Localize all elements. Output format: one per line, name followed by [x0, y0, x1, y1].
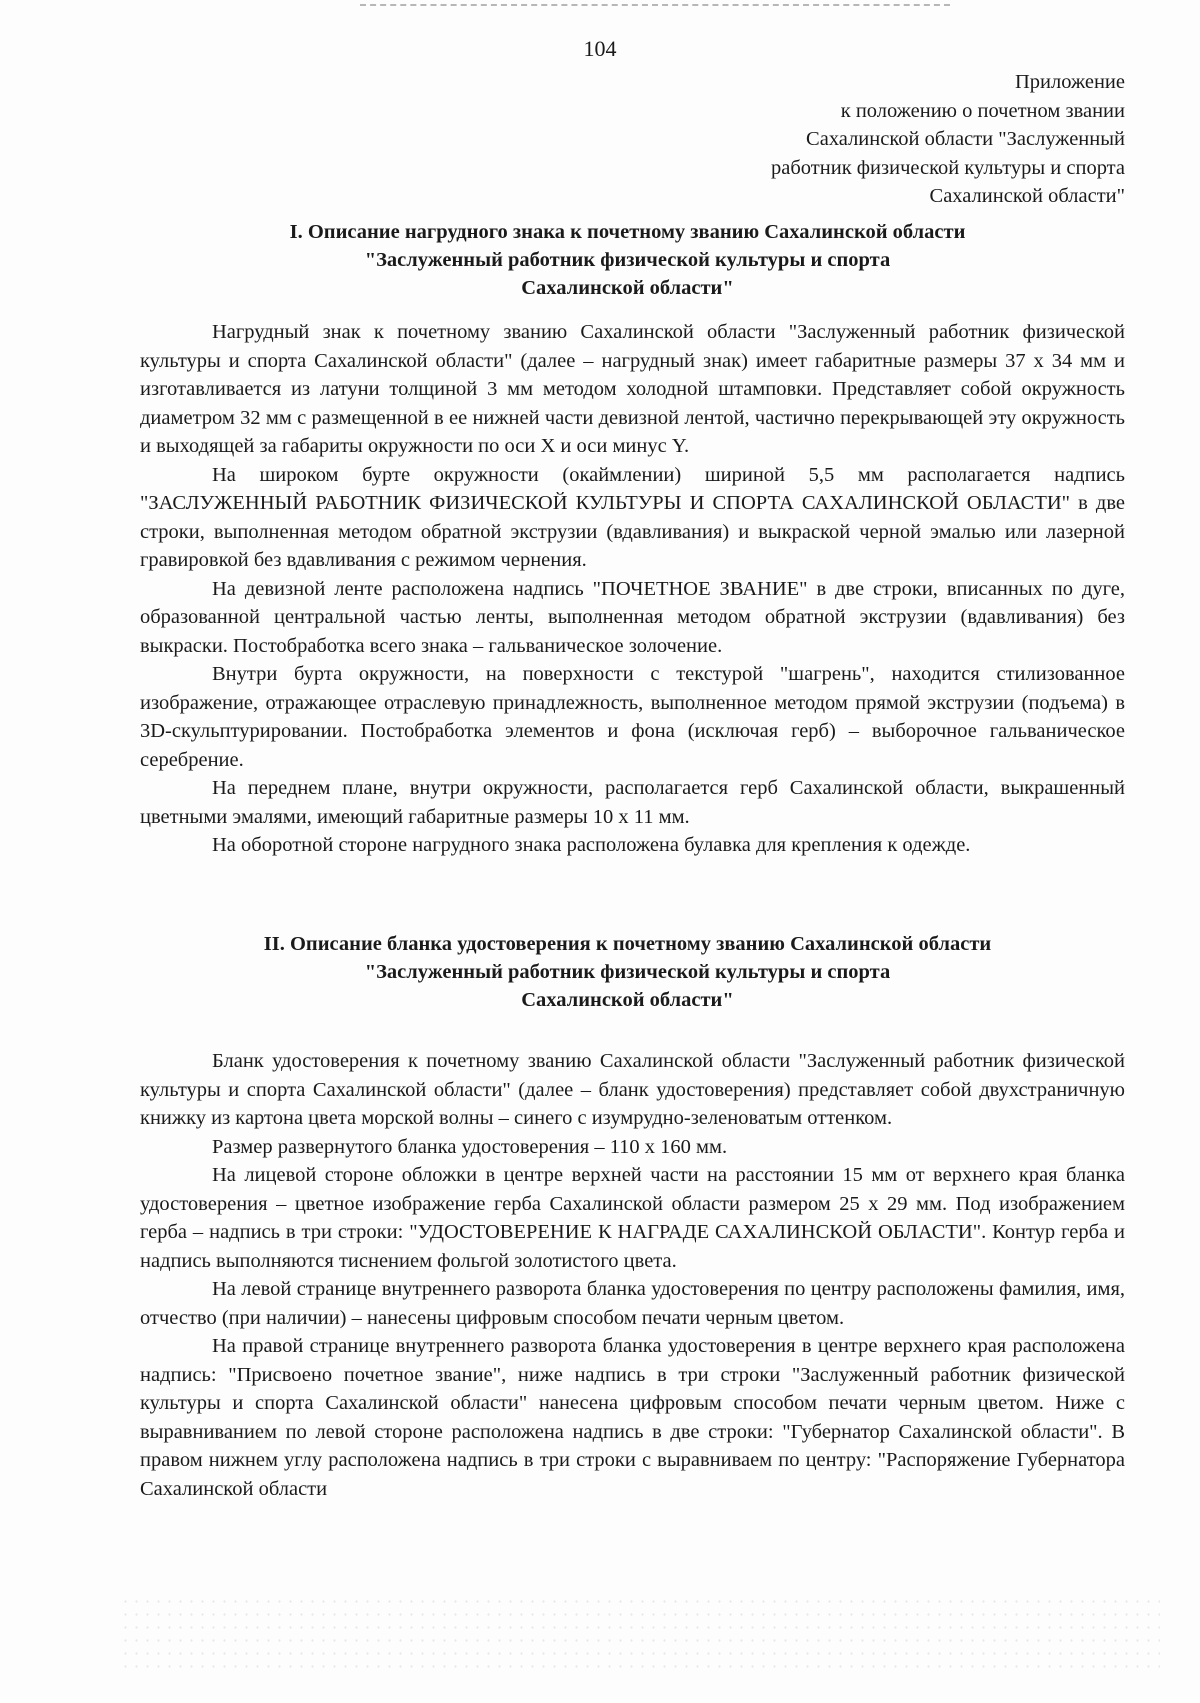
section-2-title [130, 930, 1125, 1014]
appendix-line: работник физической культуры и спорта [771, 156, 1125, 179]
section-2-paragraph: На левой странице внутреннего разворота бланка удостоверения по центру расположены фамилия, имя, отчество (при наличии) – нанесены цифровым способом печати черным цветом. [140, 1278, 1125, 1329]
section-1-paragraph: На девизной ленте расположена надпись "ПОЧЕТНОЕ ЗВАНИЕ" в две строки, вписанных по дуге, образованной центральной частью ленты, выполненная методом обратной экструзии (вдавливания) без выкраски. Постобработка всего знака – гальваническое золочение. [140, 577, 1125, 657]
section-1-paragraph: На оборотной стороне нагрудного знака расположена булавка для крепления к одежде. [212, 834, 971, 856]
section-1-paragraph: Внутри бурта окружности, на поверхности с текстурой "шагрень", находится стилизованное изображение, отражающее отраслевую принадлежность, выполненное методом прямой экструзии (подъема) в 3D-скульптурировании. Постобработка элементов и фона (исключая герб) – выборочное гальваническое серебрение. [140, 663, 1125, 771]
section-1-title-line: I. Описание нагрудного знака к почетному званию Сахалинской области [289, 221, 966, 243]
scan-noise-bottom [120, 1595, 1160, 1675]
appendix-line: Сахалинской области" [929, 185, 1125, 207]
section-1-paragraph: Нагрудный знак к почетному званию Сахалинской области "Заслуженный работник физической культуры и спорта Сахалинской области" (далее – нагрудный знак) имеет габаритные размеры 37 х 34 мм и изготавливается из латуни толщиной 3 мм методом холодной штамповки. Представляет собой окружность диаметром 32 мм с размещенной в ее нижней части девизной лентой, частично перекрывающей эту окружность и выходящей за габариты окружности по оси Х и оси минус Y. [140, 321, 1125, 457]
appendix-line: к положению о почетном звании [840, 99, 1125, 122]
section-1-title [130, 218, 1125, 302]
page-number: 104 [583, 36, 617, 61]
section-1-paragraph: На переднем плане, внутри окружности, располагается герб Сахалинской области, выкрашенный цветными эмалями, имеющий габаритные размеры 10 х 11 мм. [140, 777, 1125, 828]
appendix-header [565, 68, 1125, 211]
scan-artifact-top [360, 4, 950, 9]
section-2-paragraph: Бланк удостоверения к почетному званию Сахалинской области "Заслуженный работник физической культуры и спорта Сахалинской области" (далее – бланк удостоверения) представляет собой двухстраничную книжку из картона цвета морской волны – синего с изумрудно-зеленоватым оттенком. [140, 1050, 1125, 1129]
appendix-line: Сахалинской области "Заслуженный [806, 128, 1125, 150]
section-2-title-line: "Заслуженный работник физической культуры и спорта [364, 961, 891, 983]
section-1-body [140, 318, 1125, 860]
section-2-paragraph: Размер развернутого бланка удостоверения – 110 х 160 мм. [212, 1135, 728, 1158]
section-1-title-line: Сахалинской области" [521, 277, 734, 299]
section-2-paragraph: На правой странице внутреннего разворота бланка удостоверения в центре верхнего края расположена надпись: "Присвоено почетное звание", ниже надпись в три строки "Заслуженный работник физической культуры и спорта Сахалинской области" нанесена цифровым способом печати черным цветом. Ниже с выравниванием по левой стороне расположена надпись в две строки: "Губернатор Сахалинской области". В правом нижнем углу расположена надпись в три строки с выравниваем по центру: "Распоряжение Губернатора Сахалинской области [140, 1335, 1125, 1500]
section-1-paragraph: На широком бурте окружности (окаймлении) шириной 5,5 мм располагается надпись "ЗАСЛУЖЕННЫЙ РАБОТНИК ФИЗИЧЕСКОЙ КУЛЬТУРЫ И СПОРТА САХАЛИНСКОЙ ОБЛАСТИ" в две строки, выполненная методом обратной экструзии (вдавливания) и выкраской черной эмалью или лазерной гравировкой без вдавливания с режимом чернения. [140, 463, 1125, 571]
appendix-line: Приложение [1014, 71, 1125, 93]
section-2-body [140, 1047, 1125, 1503]
section-1-title-line: "Заслуженный работник физической культуры и спорта [364, 249, 891, 271]
section-2-title-line: II. Описание бланка удостоверения к почетному званию Сахалинской области [263, 933, 992, 955]
section-2-paragraph: На лицевой стороне обложки в центре верхней части на расстоянии 15 мм от верхнего края бланка удостоверения – цветное изображение герба Сахалинской области размером 25 х 29 мм. Под изображением герба – надпись в три строки: "УДОСТОВЕРЕНИЕ К НАГРАДЕ САХАЛИНСКОЙ ОБЛАСТИ". Контур герба и надпись выполняются тиснением фольгой золотистого цвета. [140, 1164, 1125, 1272]
section-2-title-line: Сахалинской области" [521, 989, 734, 1011]
